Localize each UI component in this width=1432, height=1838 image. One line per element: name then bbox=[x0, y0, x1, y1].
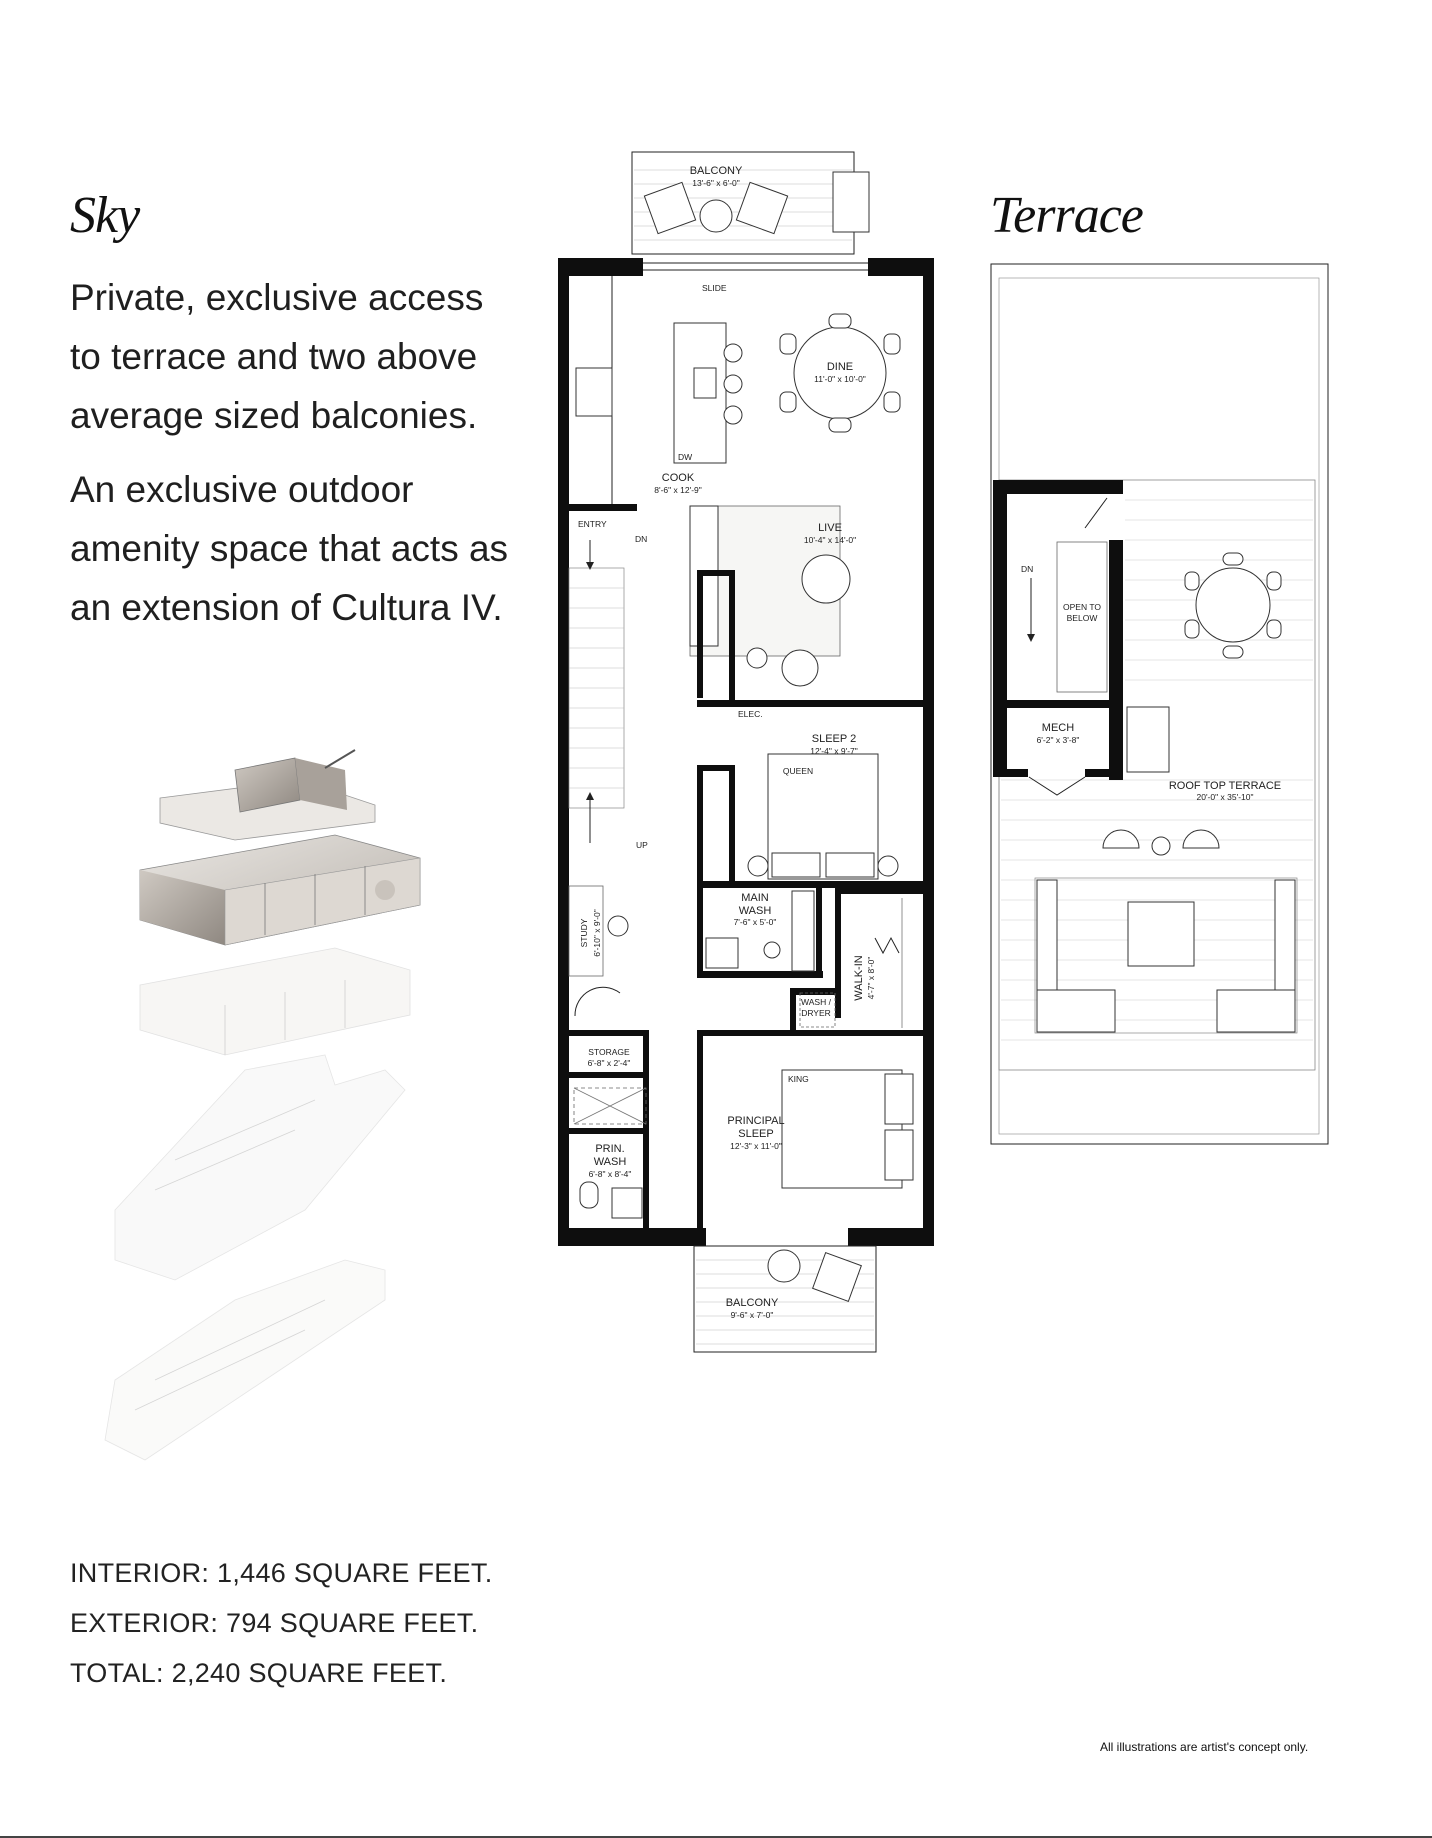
principal-sleep-dim: 12'-3" x 11'-0" bbox=[730, 1141, 782, 1151]
prin-wash-dim: 6'-8" x 8'-4" bbox=[588, 1169, 632, 1179]
live-dim: 10'-4" x 14'-0" bbox=[803, 535, 857, 545]
entry-label: ENTRY bbox=[578, 519, 607, 529]
prin-wash-label-2: WASH bbox=[593, 1156, 627, 1168]
balcony-bottom-dim: 9'-6" x 7'-0" bbox=[730, 1310, 774, 1320]
axon-level-4 bbox=[115, 1055, 405, 1280]
area-summary bbox=[70, 1548, 493, 1698]
up-label: UP bbox=[636, 840, 648, 850]
main-wash-dim: 7'-6" x 5'-0" bbox=[733, 917, 777, 927]
cook-label: COOK bbox=[661, 472, 695, 484]
king-label: KING bbox=[788, 1074, 809, 1084]
main-wash-label-1: MAIN bbox=[741, 892, 769, 904]
balcony-top bbox=[632, 152, 869, 254]
mech-dim: 6'-2" x 3'-8" bbox=[1036, 735, 1080, 745]
storage-dim: 6'-8" x 2'-4" bbox=[587, 1058, 631, 1068]
dine-dim: 11'-0" x 10'-0" bbox=[814, 374, 866, 384]
sky-title: Sky bbox=[70, 187, 140, 244]
slide-label: SLIDE bbox=[702, 283, 727, 293]
main-wash-label-2: WASH bbox=[738, 905, 772, 917]
principal-sleep-label-2: SLEEP bbox=[738, 1128, 774, 1140]
open-to-below-label-2: BELOW bbox=[1066, 613, 1098, 623]
study-dim: 6'-10" x 9'-0" bbox=[592, 909, 602, 957]
sky-paragraph-1: Private, exclusive access to terrace and two above average sized balconies. bbox=[70, 277, 484, 436]
balcony-top-label: BALCONY bbox=[689, 165, 743, 177]
wash-dryer-label-1: WASH / bbox=[801, 997, 831, 1007]
storage-label: STORAGE bbox=[588, 1047, 630, 1057]
interior-area: INTERIOR: 1,446 SQUARE FEET. bbox=[70, 1558, 493, 1588]
principal-sleep-label-1: PRINCIPAL bbox=[727, 1115, 785, 1127]
balcony-top-dim: 13'-6" x 6'-0" bbox=[692, 178, 740, 188]
main-floor-plan bbox=[550, 148, 950, 1358]
axon-level-main bbox=[140, 835, 420, 945]
dine-label: DINE bbox=[826, 361, 854, 373]
roof-top-terrace-dim: 20'-0" x 35'-10" bbox=[1196, 792, 1254, 802]
terrace-dn-label: DN bbox=[1021, 564, 1034, 574]
axon-level-5 bbox=[105, 1260, 385, 1460]
axon-level-3 bbox=[140, 948, 410, 1055]
sky-paragraph-2: An exclusive outdoor amenity space that acts as an extension of Cultura IV. bbox=[70, 469, 509, 628]
live-label: LIVE bbox=[818, 522, 842, 534]
wash-dryer-label-2: DRYER bbox=[801, 1008, 831, 1018]
mech-label: MECH bbox=[1041, 722, 1075, 734]
open-to-below-label-1: OPEN TO bbox=[1063, 602, 1101, 612]
walk-in-dim: 4'-7" x 8'-0" bbox=[866, 956, 876, 1000]
walk-in-label: WALK-IN bbox=[853, 955, 865, 1001]
balcony-bottom-label: BALCONY bbox=[725, 1297, 779, 1309]
dn-label: DN bbox=[635, 534, 648, 544]
terrace-plan bbox=[985, 260, 1335, 1150]
terrace-title: Terrace bbox=[990, 187, 1143, 244]
cook-dim: 8'-6" x 12'-9" bbox=[654, 485, 702, 495]
sleep2-label: SLEEP 2 bbox=[811, 733, 857, 745]
dw-label: DW bbox=[678, 452, 693, 462]
balcony-bottom bbox=[694, 1246, 876, 1352]
prin-wash-label-1: PRIN. bbox=[595, 1143, 625, 1155]
elec-label: ELEC. bbox=[738, 709, 763, 719]
roof-top-terrace-label: ROOF TOP TERRACE bbox=[1168, 780, 1282, 792]
axonometric-illustration bbox=[85, 740, 505, 1500]
queen-label: QUEEN bbox=[782, 766, 814, 776]
disclaimer: All illustrations are artist's concept only. bbox=[1100, 1740, 1309, 1754]
axon-level-roof bbox=[160, 750, 375, 840]
exterior-area: EXTERIOR: 794 SQUARE FEET. bbox=[70, 1608, 479, 1638]
sleep2-dim: 12'-4" x 9'-7" bbox=[810, 746, 858, 756]
study-label: STUDY bbox=[579, 918, 589, 948]
total-area: TOTAL: 2,240 SQUARE FEET. bbox=[70, 1658, 448, 1688]
